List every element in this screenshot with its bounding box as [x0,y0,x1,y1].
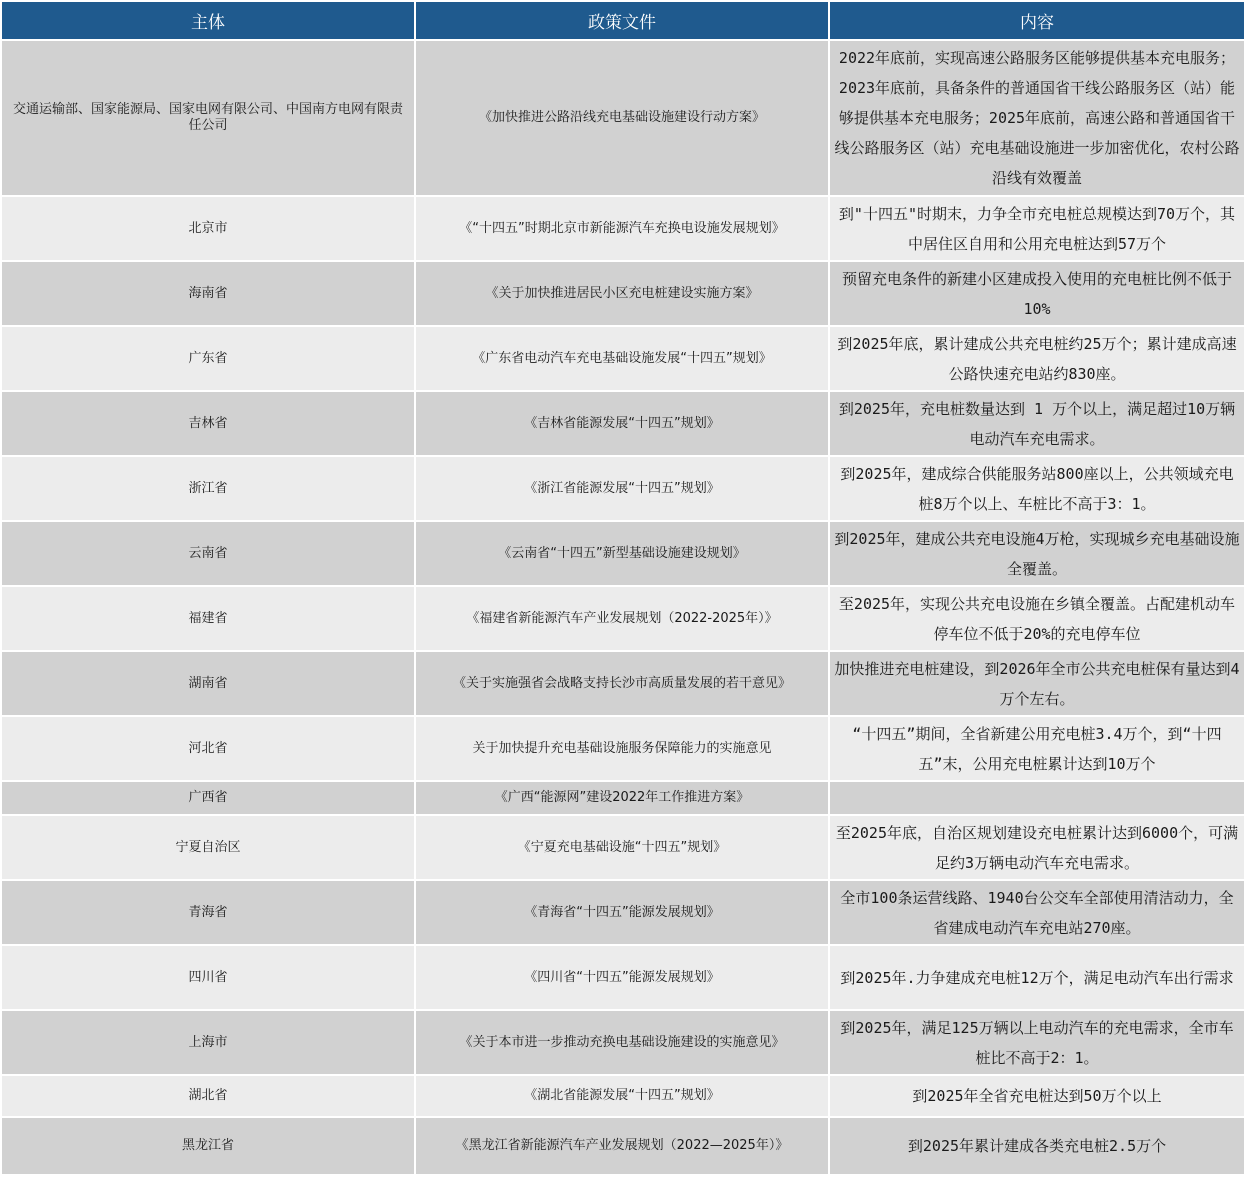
subject-cell: 湖南省 [2,652,414,715]
content-cell: 到"十四五"时期末，力争全市充电桩总规模达到70万个，其中居住区自用和公用充电桩达到57万个 [830,197,1244,260]
header-policy: 政策文件 [416,2,828,39]
content-cell: 全市100条运营线路、1940台公交车全部使用清洁动力，全省建成电动汽车充电站270座。 [830,881,1244,944]
subject-cell: 广西省 [2,782,414,814]
subject-cell: 海南省 [2,262,414,325]
table-row [2,946,1244,1009]
policy-cell: 《福建省新能源汽车产业发展规划（2022-2025年）》 [416,587,828,650]
content-cell: 到2025年.力争建成充电桩12万个，满足电动汽车出行需求 [830,946,1244,1009]
subject-cell: 宁夏自治区 [2,816,414,879]
table-row [2,1011,1244,1074]
policy-cell: 《“十四五”时期北京市新能源汽车充换电设施发展规划》 [416,197,828,260]
content-cell: 至2025年底，自治区规划建设充电桩累计达到6000个，可满足约3万辆电动汽车充电需求。 [830,816,1244,879]
subject-cell: 北京市 [2,197,414,260]
header-row [2,2,1244,39]
policy-cell: 《云南省“十四五”新型基础设施建设规划》 [416,522,828,585]
table-row [2,392,1244,455]
policy-cell: 《宁夏充电基础设施“十四五”规划》 [416,816,828,879]
header-content: 内容 [830,2,1244,39]
content-cell: 加快推进充电桩建设，到2026年全市公共充电桩保有量达到4万个左右。 [830,652,1244,715]
subject-cell: 吉林省 [2,392,414,455]
content-cell: 至2025年，实现公共充电设施在乡镇全覆盖。占配建机动车停车位不低于20%的充电停车位 [830,587,1244,650]
table-row [2,587,1244,650]
content-cell [830,782,1244,814]
policy-cell: 《湖北省能源发展“十四五”规划》 [416,1076,828,1116]
subject-cell: 青海省 [2,881,414,944]
content-cell: 到2025年累计建成各类充电桩2.5万个 [830,1118,1244,1174]
subject-cell: 浙江省 [2,457,414,520]
content-cell: 到2025年，建成综合供能服务站800座以上，公共领域充电桩8万个以上、车桩比不高于3：1。 [830,457,1244,520]
content-cell: 到2025年，充电桩数量达到 1 万个以上，满足超过10万辆电动汽车充电需求。 [830,392,1244,455]
table-row [2,816,1244,879]
content-cell: “十四五”期间，全省新建公用充电桩3.4万个，到“十四五”末，公用充电桩累计达到10万个 [830,717,1244,780]
table-row [2,1076,1244,1116]
content-cell: 到2025年，建成公共充电设施4万枪，实现城乡充电基础设施全覆盖。 [830,522,1244,585]
table-header [2,2,1244,39]
policy-cell: 《广西“能源网”建设2022年工作推进方案》 [416,782,828,814]
table-row [2,522,1244,585]
policy-cell: 《吉林省能源发展“十四五”规划》 [416,392,828,455]
subject-cell: 交通运输部、国家能源局、国家电网有限公司、中国南方电网有限责任公司 [2,41,414,195]
table-row [2,197,1244,260]
table-row [2,782,1244,814]
policy-cell: 《青海省“十四五”能源发展规划》 [416,881,828,944]
table-row [2,717,1244,780]
subject-cell: 黑龙江省 [2,1118,414,1174]
policy-cell: 《加快推进公路沿线充电基础设施建设行动方案》 [416,41,828,195]
policy-cell: 关于加快提升充电基础设施服务保障能力的实施意见 [416,717,828,780]
policy-cell: 《关于本市进一步推动充换电基础设施建设的实施意见》 [416,1011,828,1074]
table-body [2,41,1244,1174]
table-row [2,881,1244,944]
policy-cell: 《关于实施强省会战略支持长沙市高质量发展的若干意见》 [416,652,828,715]
table-row [2,327,1244,390]
content-cell: 到2025年全省充电桩达到50万个以上 [830,1076,1244,1116]
policy-cell: 《四川省“十四五”能源发展规划》 [416,946,828,1009]
policy-cell: 《关于加快推进居民小区充电桩建设实施方案》 [416,262,828,325]
subject-cell: 四川省 [2,946,414,1009]
content-cell: 到2025年底，累计建成公共充电桩约25万个；累计建成高速公路快速充电站约830座。 [830,327,1244,390]
table-row [2,457,1244,520]
policy-cell: 《广东省电动汽车充电基础设施发展“十四五”规划》 [416,327,828,390]
policy-cell: 《浙江省能源发展“十四五”规划》 [416,457,828,520]
subject-cell: 福建省 [2,587,414,650]
subject-cell: 云南省 [2,522,414,585]
table-row [2,1118,1244,1174]
subject-cell: 湖北省 [2,1076,414,1116]
policy-cell: 《黑龙江省新能源汽车产业发展规划（2022—2025年）》 [416,1118,828,1174]
header-subject: 主体 [2,2,414,39]
table-row [2,41,1244,195]
content-cell: 2022年底前，实现高速公路服务区能够提供基本充电服务；2023年底前，具备条件的普通国省干线公路服务区（站）能够提供基本充电服务；2025年底前，高速公路和普通国省干线公路服务区（站）充电基础设施进一步加密优化，农村公路沿线有效覆盖 [830,41,1244,195]
subject-cell: 河北省 [2,717,414,780]
subject-cell: 广东省 [2,327,414,390]
table-row [2,652,1244,715]
subject-cell: 上海市 [2,1011,414,1074]
table-row [2,262,1244,325]
content-cell: 预留充电条件的新建小区建成投入使用的充电桩比例不低于10% [830,262,1244,325]
content-cell: 到2025年，满足125万辆以上电动汽车的充电需求，全市车桩比不高于2：1。 [830,1011,1244,1074]
